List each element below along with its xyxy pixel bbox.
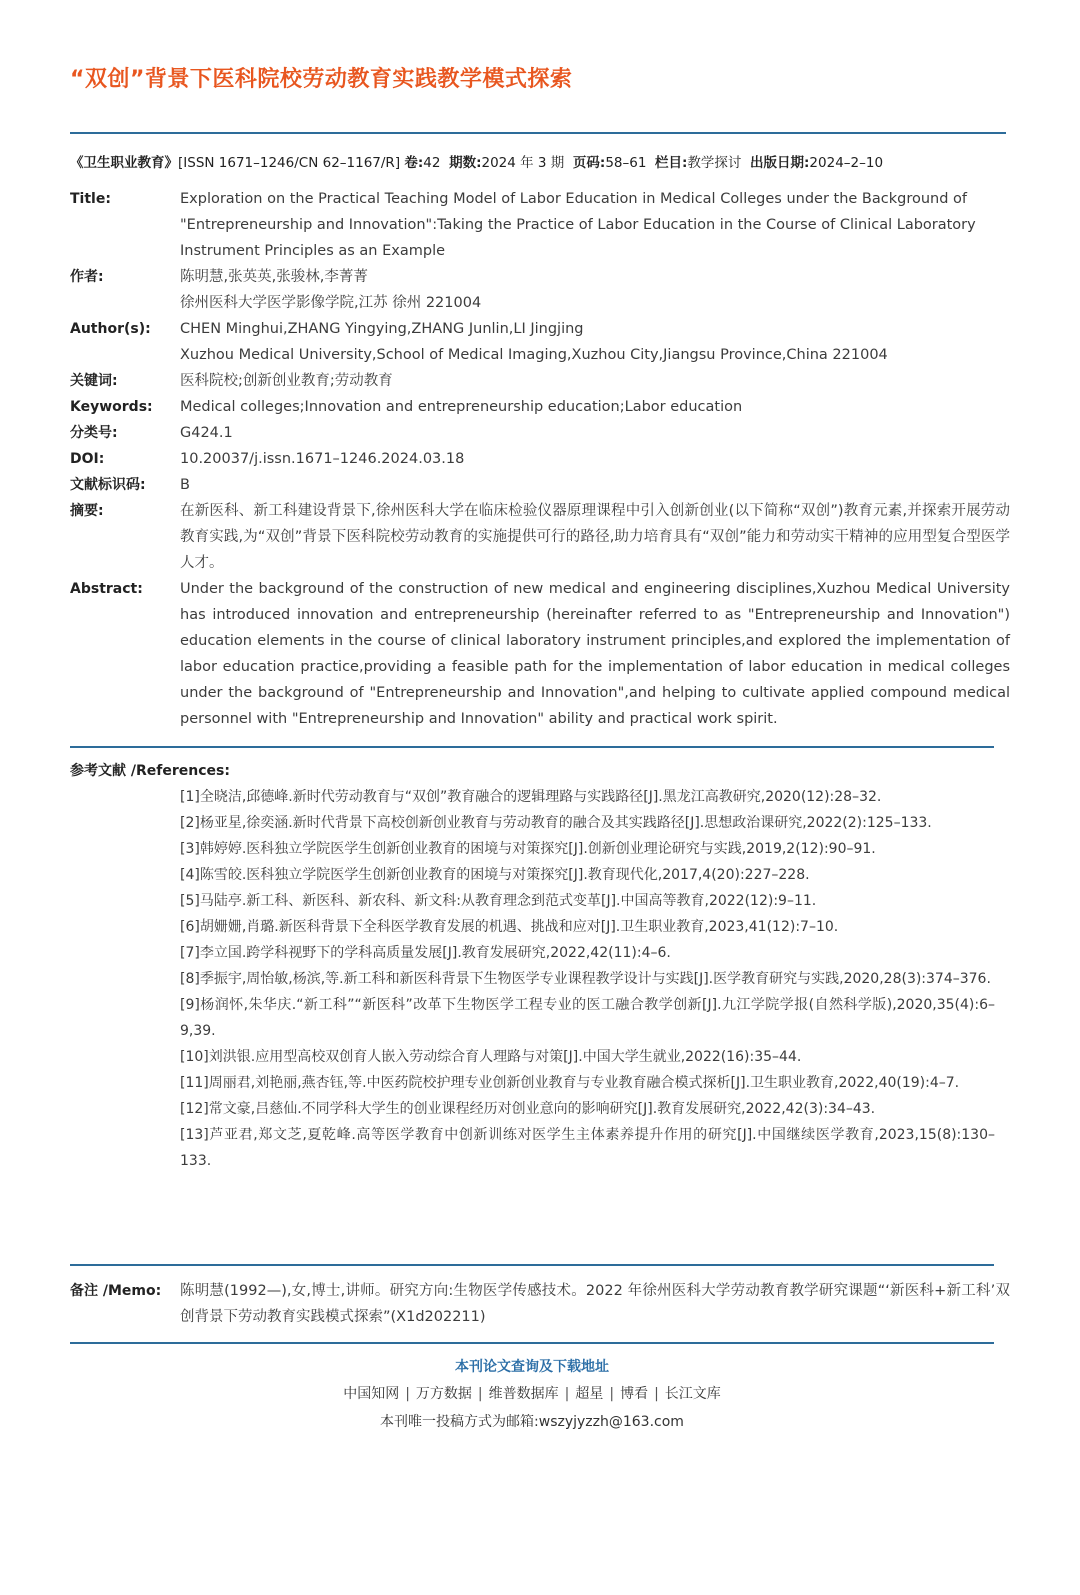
- keywords-en-row: [70, 394, 1010, 420]
- title-row: [70, 186, 1010, 264]
- abstract-en-value: Under the background of the construction of new medical and engineering disciplines,Xuzhou Medical University has introduced innovation and entrepreneurship (hereinafter referred to as "Entrepreneurship and Innovation") education elements in the course of clinical laboratory instrument principles,and explored the implementation of labor education practice,providing a feasible path for the implementation of labor education in medical colleges under the background of "Entrepreneurship and Innovation",and helping to cultivate applied compound medical personnel with "Entrepreneurship and Innovation" ability and practical work spirit.: [180, 581, 1010, 727]
- reference-item: [12]常文豪,吕慈仙.不同学科大学生的创业课程经历对创业意向的影响研究[J].教育发展研究,2022,42(3):34–43.: [180, 1101, 876, 1117]
- reference-item: [8]季振宇,周怡敏,杨滨,等.新工科和新医科背景下生物医学专业课程教学设计与实践[J].医学教育研究与实践,2020,28(3):374–376.: [180, 971, 991, 987]
- keywords-cn-value: 医科院校;创新创业教育;劳动教育: [180, 373, 393, 389]
- title-label: Title:: [70, 191, 111, 207]
- issue-value: 2024 年 3 期: [481, 155, 565, 171]
- title-line: "Entrepreneurship and Innovation":Taking the Practice of Labor Education in the Course of Clinical Laboratory: [180, 217, 976, 233]
- abstract-cn-row: [70, 498, 1010, 576]
- pages-label: 页码:: [572, 155, 606, 171]
- doc-id-value: B: [180, 477, 190, 493]
- references-divider: [70, 746, 994, 748]
- footer-title: 本刊论文查询及下载地址: [455, 1359, 609, 1375]
- title-line: Instrument Principles as an Example: [180, 243, 446, 259]
- reference-item: [2]杨亚星,徐奕涵.新时代背景下高校创新创业教育与劳动教育的融合及其实践路径[J].思想政治课研究,2022(2):125–133.: [180, 815, 932, 831]
- article-metadata: [70, 186, 1010, 732]
- separator: |: [654, 1386, 659, 1402]
- reference-item: [6]胡姗姗,肖璐.新医科背景下全科医学教育发展的机遇、挑战和应对[J].卫生职业教育,2023,41(12):7–10.: [180, 919, 839, 935]
- volume-value: 42: [423, 155, 441, 171]
- author-cn-label: 作者:: [70, 269, 104, 285]
- reference-item: [11]周丽君,刘艳丽,燕杏钰,等.中医药院校护理专业创新创业教育与专业教育融合模式探析[J].卫生职业教育,2022,40(19):4–7.: [180, 1075, 960, 1091]
- issue-label: 期数:: [449, 155, 482, 171]
- affiliation-cn: 徐州医科大学医学影像学院,江苏 徐州 221004: [180, 295, 482, 311]
- separator: |: [477, 1386, 483, 1402]
- doi-row: [70, 446, 1010, 472]
- database-link[interactable]: 长江文库: [664, 1386, 721, 1402]
- references-list: [180, 784, 995, 1174]
- reference-item: [9]杨润怀,朱华庆.“新工科”“新医科”改革下生物医学工程专业的医工融合教学创新[J].九江学院学报(自然科学版),2020,35(4):6–9,39.: [180, 997, 995, 1039]
- reference-item: [10]刘洪银.应用型高校双创育人嵌入劳动综合育人理路与对策[J].中国大学生就业,2022(16):35–44.: [180, 1049, 802, 1065]
- author-en-value: [180, 316, 1010, 368]
- keywords-cn-row: [70, 368, 1010, 394]
- author-cn-row: [70, 264, 1010, 316]
- pages-value: 58–61: [605, 155, 647, 171]
- keywords-en-label: Keywords:: [70, 399, 153, 415]
- doi-label: DOI:: [70, 451, 105, 467]
- article-title: “双创”背景下医科院校劳动教育实践教学模式探索: [70, 67, 573, 92]
- journal-name: 《卫生职业教育》: [70, 155, 178, 171]
- reference-item: [3]韩婷婷.医科独立学院医学生创新创业教育的困境与对策探究[J].创新创业理论研究与实践,2019,2(12):90–91.: [180, 841, 876, 857]
- database-link[interactable]: 超星: [575, 1386, 604, 1402]
- memo-label: 备注 /Memo:: [70, 1283, 162, 1299]
- reference-item: [7]李立国.跨学科视野下的学科高质量发展[J].教育发展研究,2022,42(11):4–6.: [180, 945, 671, 961]
- references-label: 参考文献 /References:: [70, 763, 230, 779]
- footer: [70, 1354, 994, 1436]
- database-link[interactable]: 博看: [620, 1386, 649, 1402]
- date-label: 出版日期:: [750, 155, 810, 171]
- title-value: [180, 186, 1010, 264]
- database-list: [70, 1380, 994, 1408]
- affiliation-en: Xuzhou Medical University,School of Medical Imaging,Xuzhou City,Jiangsu Province,China 221004: [180, 347, 888, 363]
- abstract-cn-value: 在新医科、新工科建设背景下,徐州医科大学在临床检验仪器原理课程中引入创新创业(以下简称“双创”)教育元素,并探索开展劳动教育实践,为“双创”背景下医科院校劳动教育的实施提供可行的路径,助力培育具有“双创”能力和劳动实干精神的应用型复合型医学人才。: [180, 503, 1010, 571]
- date-value: 2024–2–10: [809, 155, 884, 171]
- doc-id-row: [70, 472, 1010, 498]
- separator: |: [405, 1386, 410, 1402]
- column-value: 教学探讨: [687, 155, 742, 171]
- reference-item: [4]陈雪皎.医科独立学院医学生创新创业教育的困境与对策探究[J].教育现代化,2017,4(20):227–228.: [180, 867, 810, 883]
- keywords-cn-label: 关键词:: [70, 373, 118, 389]
- memo-divider: [70, 1264, 994, 1266]
- title-line: Exploration on the Practical Teaching Model of Labor Education in Medical Colleges under the Background of: [180, 191, 968, 207]
- database-link[interactable]: 万方数据: [415, 1386, 472, 1402]
- author-en-row: [70, 316, 1010, 368]
- top-divider: [70, 132, 1006, 134]
- abstract-cn-label: 摘要:: [70, 503, 104, 519]
- doi-value[interactable]: 10.20037/j.issn.1671–1246.2024.03.18: [180, 451, 465, 467]
- separator: |: [609, 1386, 615, 1402]
- database-link[interactable]: 中国知网: [343, 1386, 400, 1402]
- author-en-label: Author(s):: [70, 321, 151, 337]
- separator: |: [564, 1386, 570, 1402]
- memo-value: 陈明慧(1992—),女,博士,讲师。研究方向:生物医学传感技术。2022 年徐州医科大学劳动教育教学研究课题“‘新医科+新工科’双创背景下劳动教育实践模式探索”(X1d202211): [180, 1283, 1010, 1325]
- memo-section: [70, 1278, 1010, 1330]
- column-label: 栏目:: [655, 155, 688, 171]
- class-row: [70, 420, 1010, 446]
- class-value: G424.1: [180, 425, 233, 441]
- keywords-en-value: Medical colleges;Innovation and entrepreneurship education;Labor education: [180, 399, 743, 415]
- reference-item: [5]马陆亭.新工科、新医科、新农科、新文科:从教育理念到范式变革[J].中国高等教育,2022(12):9–11.: [180, 893, 817, 909]
- reference-item: [1]全晓洁,邱德峰.新时代劳动教育与“双创”教育融合的逻辑理路与实践路径[J].黑龙江高教研究,2020(12):28–32.: [180, 789, 882, 805]
- doc-id-label: 文献标识码:: [70, 477, 146, 493]
- footer-divider: [70, 1342, 994, 1344]
- abstract-en-label: Abstract:: [70, 581, 143, 597]
- authors-en: CHEN Minghui,ZHANG Yingying,ZHANG Junlin,LI Jingjing: [180, 321, 584, 337]
- database-link[interactable]: 维普数据库: [488, 1386, 559, 1402]
- submission-email[interactable]: 本刊唯一投稿方式为邮箱:wszyjyzzh@163.com: [380, 1414, 684, 1430]
- reference-item: [13]芦亚君,郑文芝,夏乾峰.高等医学教育中创新训练对医学生主体素养提升作用的研究[J].中国继续医学教育,2023,15(8):130–133.: [180, 1127, 995, 1169]
- volume-label: 卷:: [404, 155, 424, 171]
- abstract-en-row: [70, 576, 1010, 732]
- journal-info-line: [70, 151, 1010, 171]
- author-cn-value: [180, 264, 1010, 316]
- authors-cn: 陈明慧,张英英,张骏林,李菁菁: [180, 269, 368, 285]
- class-label: 分类号:: [70, 425, 118, 441]
- journal-issn: [ISSN 1671–1246/CN 62–1167/R]: [178, 155, 401, 171]
